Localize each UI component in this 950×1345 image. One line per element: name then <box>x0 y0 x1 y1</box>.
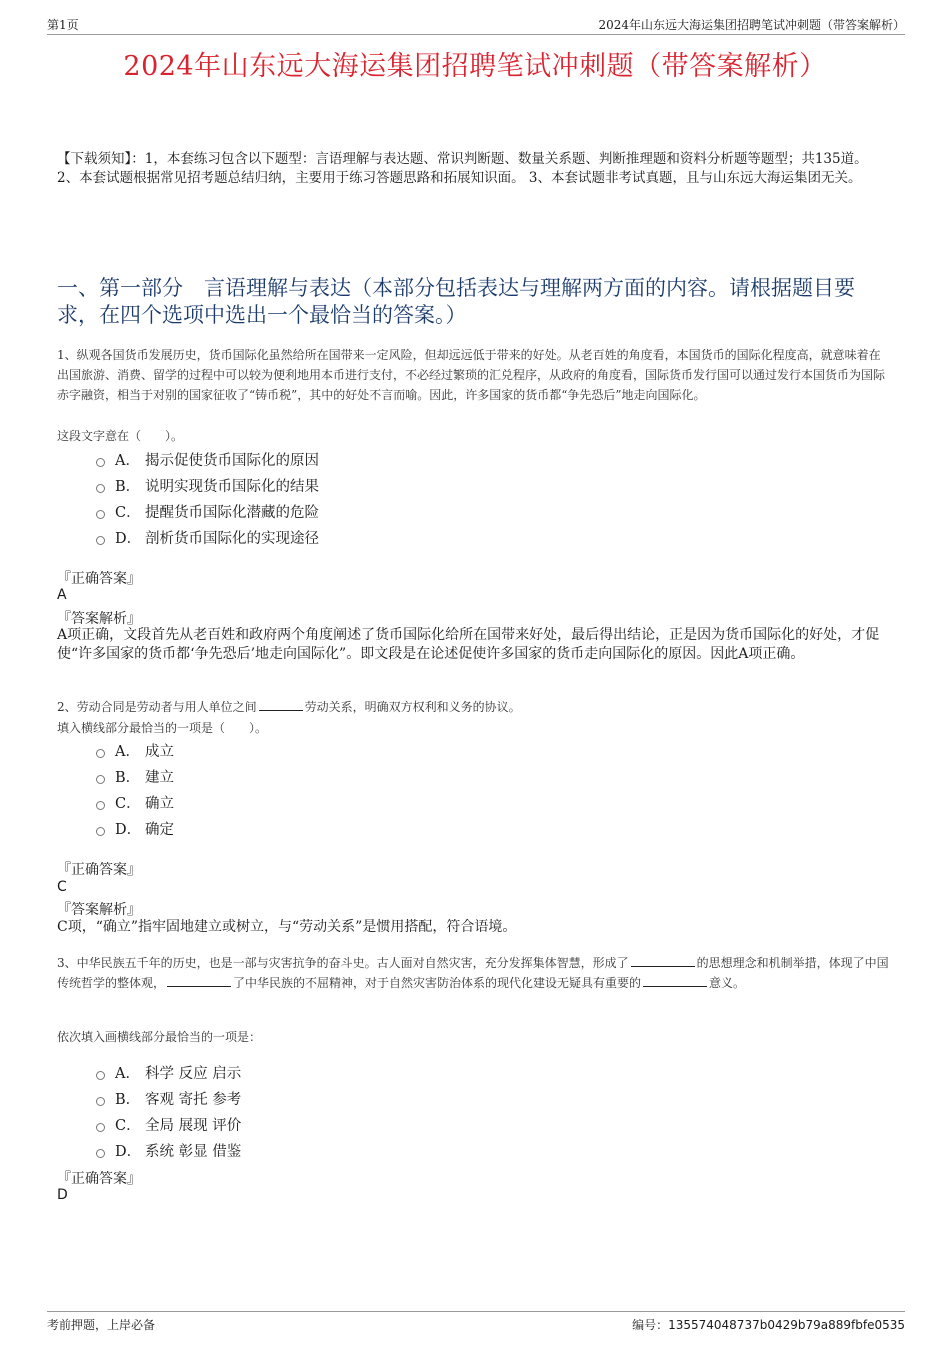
q1-answer: A <box>57 587 67 603</box>
q2-options <box>96 737 174 841</box>
section-heading: 一、第一部分 言语理解与表达（本部分包括表达与理解两方面的内容。请根据题目要求，在四个选项中选出一个最恰当的答案。） <box>57 276 855 327</box>
q1-prompt: 这段文字意在（ ）。 <box>57 429 184 443</box>
q1-options <box>96 446 319 550</box>
q3-option-b[interactable]: B． 客观 寄托 参考 <box>96 1085 241 1111</box>
radio-icon[interactable] <box>96 484 105 493</box>
radio-icon[interactable] <box>96 827 105 836</box>
q2-answer: C <box>57 879 67 895</box>
q1-answer-label: 『正确答案』 <box>57 571 141 587</box>
footer-slogan: 考前押题，上岸必备 <box>47 1318 156 1332</box>
radio-icon[interactable] <box>96 749 105 758</box>
q1-analysis-label: 『答案解析』 <box>57 611 141 627</box>
footer-code: 编号：135574048737b0429b79a889fbfe0535 <box>632 1318 905 1332</box>
q3-options <box>96 1059 241 1163</box>
q2-analysis-label: 『答案解析』 <box>57 902 141 918</box>
q2-analysis: C项，“确立”指牢固地建立或树立，与“劳动关系”是惯用搭配，符合语境。 <box>57 919 517 935</box>
page-number: 第1页 <box>47 18 79 32</box>
radio-icon[interactable] <box>96 536 105 545</box>
q2-stem: 2、劳动合同是劳动者与用人单位之间 劳动关系，明确双方权利和义务的协议。 <box>57 700 521 714</box>
q3-option-a[interactable]: A． 科学 反应 启示 <box>96 1059 241 1085</box>
radio-icon[interactable] <box>96 1097 105 1106</box>
radio-icon[interactable] <box>96 775 105 784</box>
page-header <box>47 14 905 35</box>
radio-icon[interactable] <box>96 801 105 810</box>
q2-prompt: 填入横线部分最恰当的一项是（ ）。 <box>57 721 268 735</box>
q1-analysis: A项正确，文段首先从老百姓和政府两个角度阐述了货币国际化给所在国带来好处，最后得出结论，正是因为货币国际化的好处，才促使“许多国家的货币都‘争先恐后’地走向国际化”。即文段是在论述促使许多国家的货币走向国际化的原因。因此A项正确。 <box>57 627 880 662</box>
header-doc-title: 2024年山东远大海运集团招聘笔试冲刺题（带答案解析） <box>598 18 905 32</box>
radio-icon[interactable] <box>96 1123 105 1132</box>
q2-option-b[interactable]: B． 建立 <box>96 763 174 789</box>
page-title: 2024年山东远大海运集团招聘笔试冲刺题（带答案解析） <box>123 51 827 82</box>
q3-option-d[interactable]: D． 系统 彰显 借鉴 <box>96 1137 241 1163</box>
download-notice: 【下载须知】：1，本套练习包含以下题型：言语理解与表达题、常识判断题、数量关系题、判断推理题和资料分析题等题型；共135道。 2、本套试题根据常见招考题总结归纳，主要用于练习答题思路和拓展知识面。 3、本套试题非考试真题，且与山东远大海运集团无关。 <box>57 151 868 186</box>
q2-option-c[interactable]: C． 确立 <box>96 789 174 815</box>
q1-option-a[interactable]: A． 揭示促使货币国际化的原因 <box>96 446 319 472</box>
q3-stem: 3、中华民族五千年的历史，也是一部与灾害抗争的奋斗史。古人面对自然灾害，充分发挥集体智慧，形成了 的思想理念和机制举措，体现了中国传统哲学的整体观， 了中华民族的不屈精神，对于自然灾害防治体系的现代化建设无疑具有重要的 意义。 <box>57 956 889 990</box>
q2-option-a[interactable]: A． 成立 <box>96 737 174 763</box>
q2-answer-label: 『正确答案』 <box>57 862 141 878</box>
q1-option-d[interactable]: D． 剖析货币国际化的实现途径 <box>96 524 319 550</box>
q3-answer: D <box>57 1187 68 1203</box>
radio-icon[interactable] <box>96 458 105 467</box>
q1-option-c[interactable]: C． 提醒货币国际化潜藏的危险 <box>96 498 319 524</box>
radio-icon[interactable] <box>96 510 105 519</box>
q1-stem: 1、纵观各国货币发展历史，货币国际化虽然给所在国带来一定风险，但却远远低于带来的好处。从老百姓的角度看，本国货币的国际化程度高，就意味着在出国旅游、消费、留学的过程中可以较为便利地用本币进行支付，不必经过繁琐的汇兑程序，从政府的角度看，国际货币发行国可以通过发行本国货币为国际赤字融资，相当于对别的国家征收了“铸币税”，其中的好处不言而喻。因此，许多国家的货币都“争先恐后”地走向国际化。 <box>57 348 886 402</box>
q2-option-d[interactable]: D． 确定 <box>96 815 174 841</box>
q1-option-b[interactable]: B． 说明实现货币国际化的结果 <box>96 472 319 498</box>
radio-icon[interactable] <box>96 1071 105 1080</box>
radio-icon[interactable] <box>96 1149 105 1158</box>
page-footer <box>47 1311 905 1334</box>
q3-option-c[interactable]: C． 全局 展现 评价 <box>96 1111 241 1137</box>
q3-answer-label: 『正确答案』 <box>57 1171 141 1187</box>
q3-prompt: 依次填入画横线部分最恰当的一项是： <box>57 1030 262 1044</box>
